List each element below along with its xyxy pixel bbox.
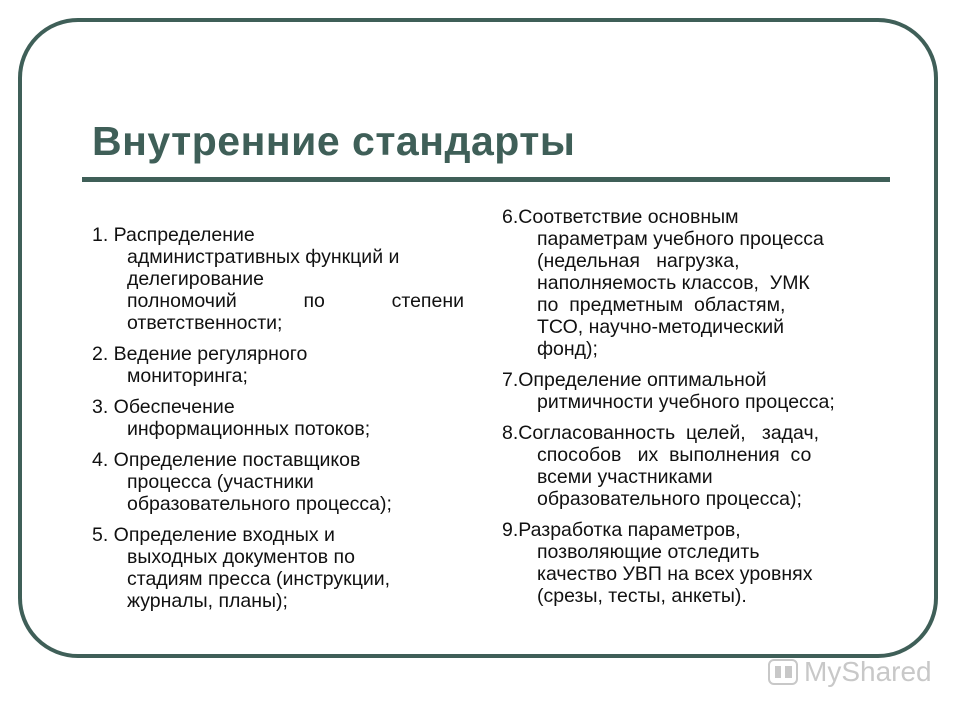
item-line: (недельная нагрузка, — [537, 250, 740, 272]
item-line: образовательного процесса); — [127, 493, 392, 515]
list-item — [92, 524, 464, 612]
item-line: 8.Согласованность целей, задач, — [502, 422, 820, 444]
item-line: параметрам учебного процесса — [537, 228, 824, 250]
item-line: 6.Соответствие основным — [502, 206, 739, 228]
list-item — [92, 449, 464, 515]
left-column — [92, 224, 464, 621]
item-line: способов их выполнения со — [537, 444, 812, 466]
list-item — [92, 224, 464, 334]
item-line: информационных потоков; — [127, 418, 371, 440]
item-line: ответственности; — [127, 312, 283, 334]
item-line: 7.Определение оптимальной — [502, 369, 767, 391]
item-line: процесса (участники — [127, 471, 314, 493]
right-column — [502, 206, 907, 616]
item-line: позволяющие отследить — [537, 541, 760, 563]
item-line: образовательного процесса); — [537, 488, 802, 510]
item-line: 2. Ведение регулярного — [92, 343, 308, 365]
item-line-justified — [92, 290, 464, 312]
list-item — [502, 422, 907, 510]
item-word: полномочий — [127, 290, 237, 312]
item-word: по — [303, 290, 325, 312]
item-line: журналы, планы); — [127, 590, 288, 612]
item-line: по предметным областям, — [537, 294, 786, 316]
list-item — [502, 206, 907, 360]
item-line: ТСО, научно-методический — [537, 316, 785, 338]
item-line: всеми участниками — [537, 466, 713, 488]
item-line: ритмичности учебного процесса; — [537, 391, 835, 413]
item-line: качество УВП на всех уровнях — [537, 563, 813, 585]
list-item — [502, 519, 907, 607]
item-line: мониторинга; — [127, 365, 248, 387]
title-underline — [82, 177, 890, 182]
item-line: фонд); — [537, 338, 598, 360]
item-line: стадиям пресса (инструкции, — [127, 568, 391, 590]
item-line: административных функций и — [127, 246, 400, 268]
item-line: 9.Разработка параметров, — [502, 519, 741, 541]
myshared-logo-icon — [768, 659, 798, 685]
list-item — [92, 396, 464, 440]
item-line: 1. Распределение — [92, 224, 255, 246]
item-line: делегирование — [127, 268, 264, 290]
list-item — [502, 369, 907, 413]
watermark-text: MyShared — [804, 656, 932, 687]
item-line: 5. Определение входных и — [92, 524, 335, 546]
item-line: (срезы, тесты, анкеты). — [537, 585, 747, 607]
item-word: степени — [391, 290, 464, 312]
item-line: наполняемость классов, УМК — [537, 272, 810, 294]
item-line: 4. Определение поставщиков — [92, 449, 361, 471]
item-line: 3. Обеспечение — [92, 396, 235, 418]
list-item — [92, 343, 464, 387]
watermark — [768, 656, 932, 688]
slide-title: Внутренние стандарты — [92, 118, 576, 164]
item-line: выходных документов по — [127, 546, 355, 568]
